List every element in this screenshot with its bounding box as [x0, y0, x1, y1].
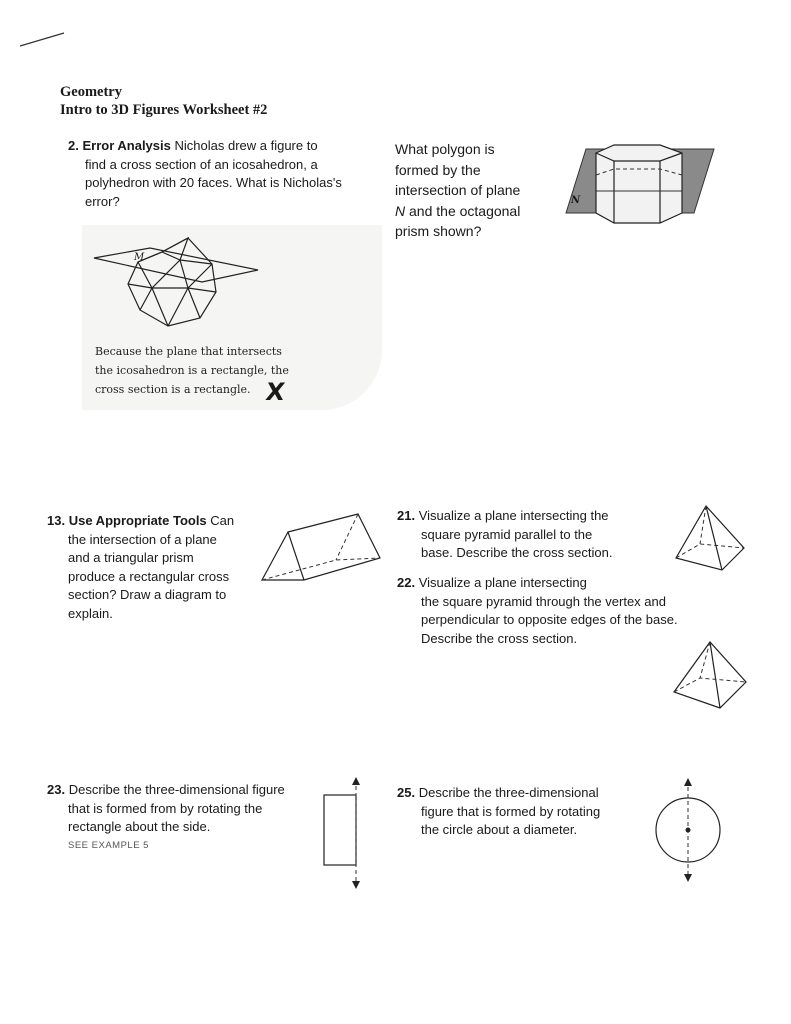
error-x-mark: X — [264, 378, 287, 406]
question-22: 22. Visualize a plane intersecting the square pyramid through the vertex and perpendicular to opposite edges of the base. Describe the cross section. — [397, 575, 678, 646]
question-text: polyhedron with 20 faces. What is Nicholas's — [85, 175, 342, 190]
question-25: 25. Describe the three-dimensional figure that is formed by rotating the circle about a diameter. — [397, 785, 601, 837]
question-number: 13. — [47, 513, 66, 528]
subject-heading: Geometry — [60, 84, 122, 100]
question-23: 23. Describe the three-dimensional figure that is formed from by rotating the rectangle about the side. SEE EXAMPLE 5 — [47, 781, 317, 855]
square-pyramid-diagram-2 — [670, 638, 750, 710]
plane-n-label: N — [571, 195, 581, 206]
student-work-text: Because the plane that intersects the icosahedron is a rectangle, the cross section is a rectangle. — [95, 345, 289, 396]
icosahedron-diagram — [90, 230, 270, 340]
question-octagonal-prism: What polygon is formed by the intersection of plane N and the octagonal prism shown? — [395, 141, 521, 239]
rectangle-rotation-diagram — [320, 775, 365, 895]
question-2 — [68, 137, 368, 211]
question-label: Error Analysis — [82, 138, 171, 153]
question-label: Use Appropriate Tools — [68, 513, 207, 528]
question-text: find a cross section of an icosahedron, a — [85, 156, 318, 172]
question-21: 21. Visualize a plane intersecting the square pyramid parallel to the base. Describe the cross section. — [397, 508, 613, 560]
question-text: error? — [85, 193, 120, 209]
question-number: 2. — [68, 138, 79, 153]
question-text: Nicholas drew a figure to — [174, 138, 318, 153]
octagonal-prism-diagram — [566, 143, 716, 228]
circle-rotation-diagram — [646, 776, 730, 886]
pen-mark — [18, 30, 68, 50]
triangular-prism-diagram — [258, 512, 383, 584]
worksheet-title: Intro to 3D Figures Worksheet #2 — [60, 102, 268, 118]
see-example: SEE EXAMPLE 5 — [68, 839, 149, 851]
question-13: 13. Use Appropriate Tools Can the intersection of a plane and a triangular prism produce a rectangular cross section? Draw a diagram to explain. — [47, 513, 235, 621]
square-pyramid-diagram-1 — [674, 502, 746, 574]
plane-variable: N — [395, 202, 406, 219]
question-text: Can — [210, 513, 235, 528]
plane-m-label: M — [134, 252, 145, 263]
